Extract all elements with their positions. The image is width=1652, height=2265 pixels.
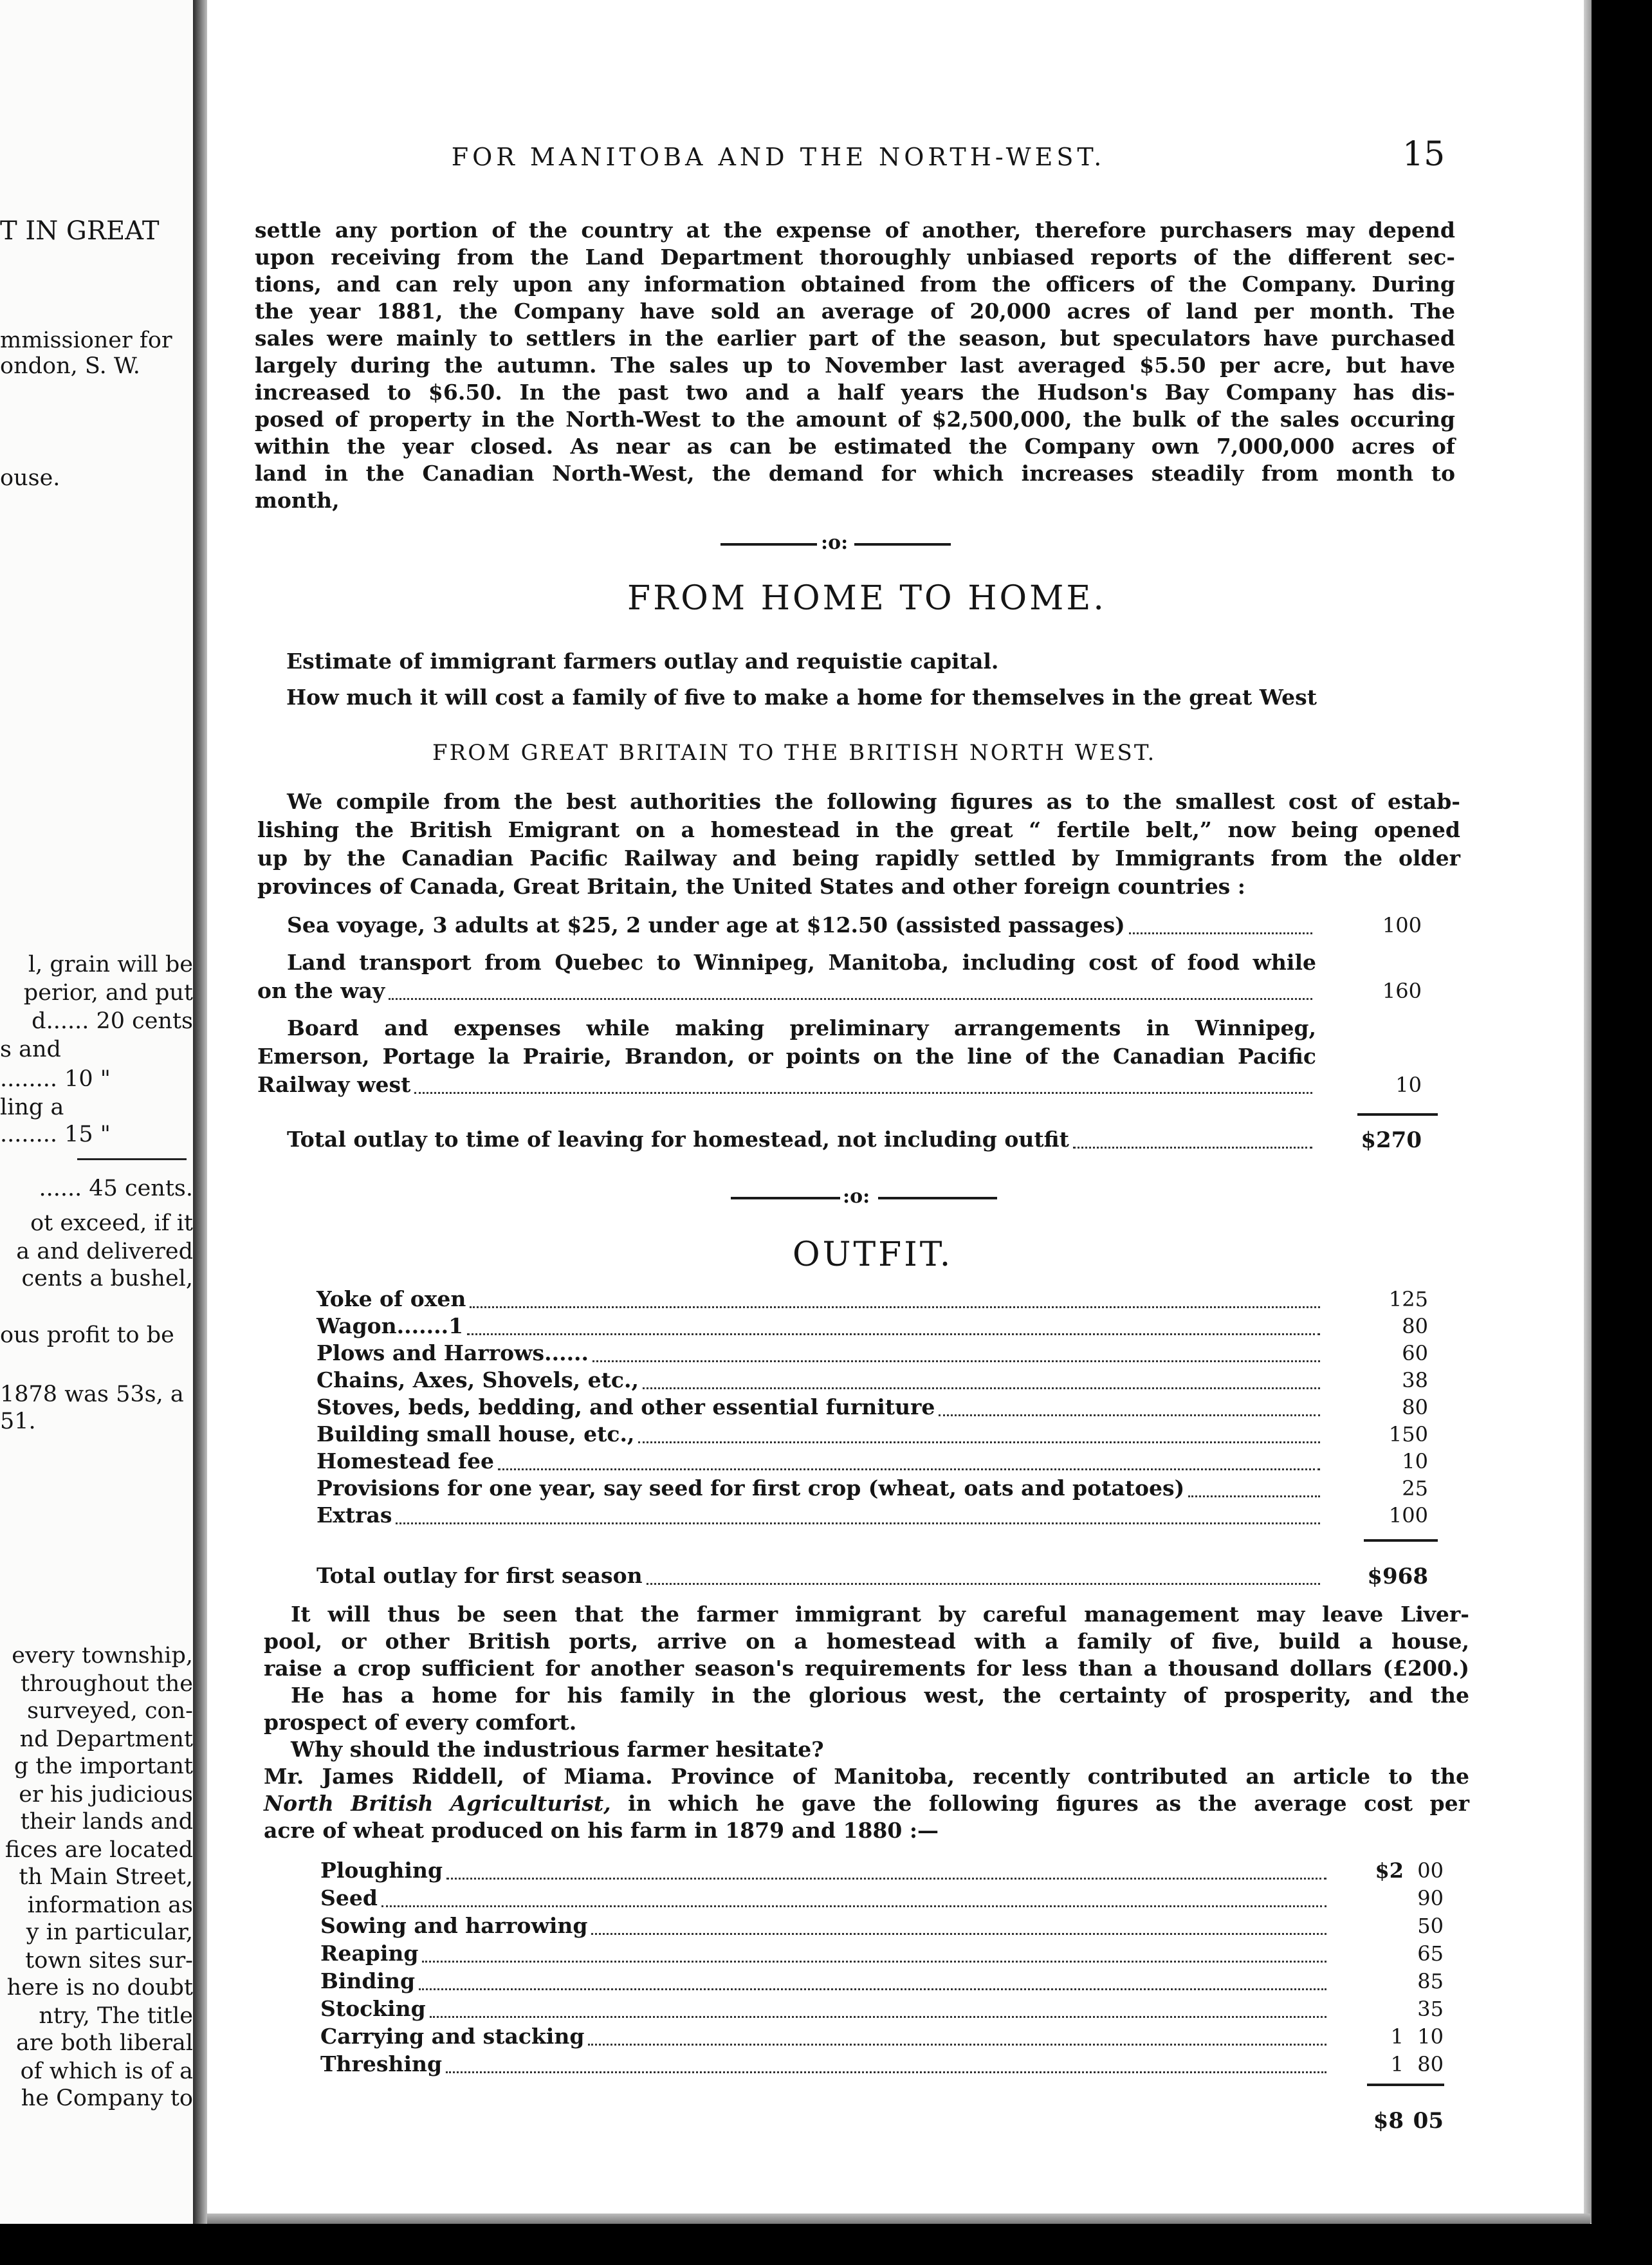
outfit-amount: 80 — [1402, 1314, 1428, 1338]
cost-amount: 160 — [1382, 979, 1422, 1003]
sum-rule — [1357, 1113, 1438, 1116]
outfit-amount: 10 — [1402, 1449, 1428, 1474]
paragraph-line: Mr. James Riddell, of Miama. Province of Manitoba, recently contributed an article to the — [264, 1764, 1469, 1789]
left-page-line: ouse. — [0, 465, 60, 491]
running-head: FOR MANITOBA AND THE NORTH-WEST. — [451, 143, 1106, 171]
ornament-rule-left — [720, 543, 817, 546]
left-page-fragment — [0, 0, 193, 2233]
intro-line: How much it will cost a family of five to make a home for themselves in the great West — [286, 685, 1317, 710]
left-page-line: surveyed, con- — [27, 1698, 193, 1724]
wheat-total-dollars: $8 — [1373, 2108, 1404, 2134]
paragraph-line: sales were mainly to settlers in the earlier part of the season, but speculators have purchased — [255, 326, 1455, 351]
wheat-cost-cents: 65 — [1417, 1941, 1444, 1966]
outfit-item: Building small house, etc., — [317, 1421, 1324, 1448]
left-page-line: he Company to — [21, 2085, 193, 2111]
left-page-line: perior, and put — [23, 980, 193, 1006]
wheat-cost-item: Binding — [320, 1968, 1330, 1995]
ornament-rule-right — [854, 543, 951, 546]
left-page-line: l, grain will be — [28, 952, 193, 977]
left-page-line: ous profit to be — [0, 1322, 174, 1348]
scan-margin-right — [1592, 0, 1652, 2265]
intro-line: Estimate of immigrant farmers outlay and requistie capital. — [286, 649, 999, 674]
left-page-line: nd Department — [19, 1726, 193, 1752]
paragraph-line: Why should the industrious farmer hesitate? — [291, 1737, 824, 1762]
paragraph-line: posed of property in the North-West to the amount of $2,500,000, the bulk of the sales occuring — [255, 407, 1455, 432]
left-page-line: cents a bushel, — [21, 1266, 193, 1291]
left-page-line: mmissioner for — [0, 328, 172, 353]
section-subtitle: FROM GREAT BRITAIN TO THE BRITISH NORTH WEST. — [432, 740, 1157, 766]
cost-item-board-expenses: Board and expenses while making preliminary arrangements in Winnipeg, — [287, 1015, 1316, 1040]
left-page-line: ot exceed, if it — [30, 1210, 193, 1236]
outfit-amount: 38 — [1402, 1368, 1428, 1392]
outfit-amount: 150 — [1388, 1422, 1428, 1447]
left-page-line: 1878 was 53s, a — [0, 1382, 184, 1407]
sum-rule — [1364, 1539, 1438, 1542]
total-outlay-amount: $270 — [1361, 1127, 1422, 1153]
sum-rule — [1367, 2084, 1444, 2086]
wheat-cost-cents: 80 — [1417, 2052, 1444, 2076]
paragraph-line: month, — [255, 488, 340, 513]
cost-amount: 100 — [1382, 913, 1422, 938]
outfit-item: Yoke of oxen — [317, 1286, 1324, 1313]
cost-item-board-expenses-cont: Railway west — [257, 1071, 1316, 1098]
ornament-rule-right — [878, 1197, 997, 1199]
left-page-line: ...... 45 cents. — [39, 1176, 193, 1201]
cost-item-sea-voyage: Sea voyage, 3 adults at $25, 2 under age at $12.50 (assisted passages) — [287, 912, 1316, 939]
paragraph-line: prospect of every comfort. — [264, 1710, 577, 1735]
wheat-cost-item: Seed — [320, 1885, 1330, 1912]
left-page-line: are both liberal — [16, 2030, 193, 2056]
outfit-amount: 60 — [1402, 1341, 1428, 1365]
outfit-total-amount: $968 — [1367, 1564, 1428, 1589]
left-page-line: a and delivered — [16, 1239, 193, 1264]
wheat-cost-item: Sowing and harrowing — [320, 1912, 1330, 1939]
left-page-line: of which is of a — [20, 2058, 193, 2084]
paragraph-line: acre of wheat produced on his farm in 1879 and 1880 :— — [264, 1818, 939, 1843]
paragraph-line: land in the Canadian North-West, the demand for which increases steadily from month to — [255, 461, 1455, 486]
paragraph-line: up by the Canadian Pacific Railway and being rapidly settled by Immigrants from the older — [257, 846, 1460, 871]
paragraph-line: We compile from the best authorities the following figures as to the smallest cost of estab- — [287, 789, 1460, 814]
section-title-from-home-to-home: FROM HOME TO HOME. — [627, 579, 1106, 618]
paragraph-line: North British Agriculturist, in which he gave the following figures as the average cost per — [264, 1791, 1469, 1816]
left-page-line: y in particular, — [26, 1919, 193, 1945]
paragraph-line: settle any portion of the country at the expense of another, therefore purchasers may depend — [255, 217, 1455, 243]
left-page-line: th Main Street, — [19, 1864, 193, 1890]
cost-item-land-transport-cont: on the way — [257, 977, 1316, 1004]
left-page-line: er his judicious — [19, 1782, 193, 1807]
wheat-cost-item: Reaping — [320, 1940, 1330, 1967]
journal-title: North British Agriculturist, — [264, 1791, 611, 1816]
wheat-cost-dollars: 1 — [1390, 2024, 1404, 2049]
outfit-amount: 125 — [1388, 1287, 1428, 1311]
wheat-cost-dollars: $2 — [1375, 1858, 1404, 1883]
wheat-cost-cents: 85 — [1417, 1969, 1444, 1993]
left-page-line: ling a — [0, 1095, 64, 1120]
wheat-cost-cents: 90 — [1417, 1886, 1444, 1910]
outfit-amount: 25 — [1402, 1476, 1428, 1501]
wheat-cost-cents: 10 — [1417, 2024, 1444, 2049]
left-page-rule — [77, 1158, 187, 1160]
ornament: :o: — [843, 1185, 870, 1208]
paragraph-line: upon receiving from the Land Department thoroughly unbiased reports of the different sec- — [255, 245, 1455, 270]
left-page-line: s and — [0, 1037, 61, 1062]
section-title-outfit: OUTFIT. — [793, 1235, 953, 1274]
cost-item-board-expenses-cont: Emerson, Portage la Prairie, Brandon, or points on the line of the Canadian Pacific — [257, 1044, 1316, 1069]
paragraph-line: tions, and can rely upon any information obtained from the officers of the Company. During — [255, 272, 1455, 297]
wheat-cost-dollars: 1 — [1390, 2052, 1404, 2076]
page-edge-bottom — [207, 2214, 1590, 2224]
paragraph-line: It will thus be seen that the farmer immigrant by careful management may leave Liver- — [291, 1602, 1469, 1627]
paragraph-line: He has a home for his family in the glorious west, the certainty of prosperity, and the — [291, 1683, 1469, 1708]
outfit-amount: 100 — [1388, 1503, 1428, 1528]
wheat-cost-item: Ploughing — [320, 1857, 1330, 1884]
paragraph-line: pool, or other British ports, arrive on a homestead with a family of five, build a house, — [264, 1629, 1469, 1654]
paragraph-line: largely during the autumn. The sales up to November last averaged $5.50 per acre, but have — [255, 353, 1455, 378]
left-page-line: ondon, S. W. — [0, 353, 140, 379]
left-page-line: every township, — [12, 1643, 193, 1669]
wheat-cost-cents: 35 — [1417, 1997, 1444, 2021]
total-outlay-row: Total outlay to time of leaving for homestead, not including outfit — [287, 1126, 1316, 1153]
left-page-line: g the important — [14, 1753, 193, 1779]
left-page-line: town sites sur- — [25, 1948, 193, 1974]
outfit-item: Plows and Harrows...... — [317, 1340, 1324, 1367]
scan-margin-bottom — [0, 2224, 1652, 2265]
left-page-line: here is no doubt — [6, 1975, 193, 2001]
left-page-line: their lands and — [20, 1809, 193, 1835]
cost-item-land-transport: Land transport from Quebec to Winnipeg, Manitoba, including cost of food while — [287, 950, 1316, 975]
wheat-cost-cents: 00 — [1417, 1858, 1444, 1883]
left-page-line: ntry, The title — [39, 2003, 193, 2029]
paragraph-line: lishing the British Emigrant on a homestead in the great “ fertile belt,” now being opened — [257, 817, 1460, 842]
outfit-item: Chains, Axes, Shovels, etc., — [317, 1367, 1324, 1394]
outfit-item: Extras — [317, 1502, 1324, 1529]
ornament-rule-left — [731, 1197, 840, 1199]
outfit-item: Homestead fee — [317, 1448, 1324, 1475]
paragraph-line: provinces of Canada, Great Britain, the United States and other foreign countries : — [257, 874, 1245, 899]
paragraph-line: the year 1881, the Company have sold an average of 20,000 acres of land per month. The — [255, 299, 1455, 324]
wheat-cost-cents: 50 — [1417, 1914, 1444, 1938]
left-page-line: ........ 15 " — [0, 1122, 111, 1147]
ornament: :o: — [821, 532, 849, 554]
left-page-line: ........ 10 " — [0, 1066, 111, 1092]
wheat-cost-item: Stocking — [320, 1995, 1330, 2022]
left-page-line: d...... 20 cents — [32, 1008, 193, 1034]
cost-amount: 10 — [1395, 1073, 1422, 1097]
paragraph-line: raise a crop sufficient for another season's requirements for less than a thousand dollars (£200.) — [264, 1656, 1469, 1681]
book-gutter — [193, 0, 207, 2233]
outfit-item: Wagon.......1 — [317, 1313, 1324, 1340]
left-page-line: 51. — [0, 1409, 36, 1434]
paragraph-line: within the year closed. As near as can be estimated the Company own 7,000,000 acres of — [255, 434, 1455, 459]
left-page-line: information as — [27, 1892, 193, 1918]
paragraph-line: increased to $6.50. In the past two and a half years the Hudson's Bay Company has dis- — [255, 380, 1455, 405]
page-edge-right — [1584, 0, 1592, 2223]
wheat-cost-item: Threshing — [320, 2051, 1330, 2078]
outfit-total-row: Total outlay for first season — [317, 1562, 1324, 1589]
left-page-line: throughout the — [20, 1671, 193, 1697]
wheat-total-cents: 05 — [1413, 2108, 1444, 2134]
left-page-line: T IN GREAT — [0, 216, 160, 246]
page-number: 15 — [1402, 135, 1446, 174]
outfit-item: Stoves, beds, bedding, and other essential furniture — [317, 1394, 1324, 1421]
outfit-amount: 80 — [1402, 1395, 1428, 1419]
wheat-cost-item: Carrying and stacking — [320, 2023, 1330, 2050]
outfit-item: Provisions for one year, say seed for first crop (wheat, oats and potatoes) — [317, 1475, 1324, 1502]
left-page-line: fices are located — [5, 1837, 193, 1863]
